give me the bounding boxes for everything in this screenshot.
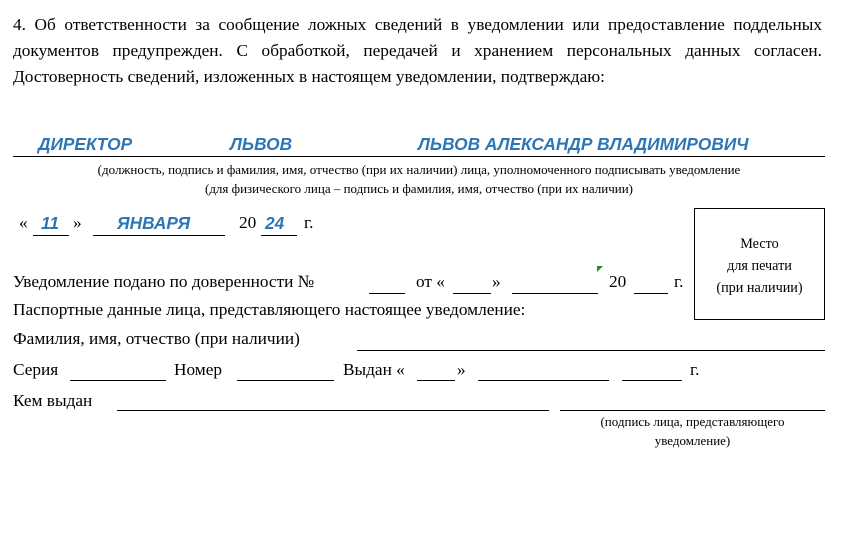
proxy-from: от « (416, 272, 445, 291)
date-year-line (261, 235, 297, 236)
paragraph-4: 4. Об ответственности за сообщение ложных сведений в уведомлении или предоставление поддельных документов предупрежден. С обработкой, передачей и хранением персональных данных согласен. Достоверность сведений, изложенных в настоящем уведомлении, подтверждаю: (13, 15, 822, 86)
number-label: Номер (174, 360, 223, 379)
issued-day-line (417, 380, 455, 381)
date-close-quote: » (73, 213, 82, 232)
date-open-quote: « (19, 213, 28, 232)
date-month: ЯНВАРЯ (117, 213, 191, 233)
issued-close-quote: » (457, 360, 466, 379)
cell-comment-mark (597, 266, 603, 272)
proxy-close-quote: » (492, 272, 501, 291)
proxy-label: Уведомление подано по доверенности № (13, 272, 315, 291)
number-line (237, 380, 334, 381)
date-year-suffix: 24 (265, 213, 285, 233)
signature-handwritten: ЛЬВОВ (230, 134, 293, 154)
proxy-year-prefix: 20 (609, 272, 627, 291)
representative-caption-line1: (подпись лица, представляющего (600, 414, 785, 429)
representative-caption-line2: уведомление) (654, 433, 731, 448)
date-year-prefix: 20 (239, 213, 257, 232)
passport-heading: Паспортные данные лица, представляющего настоящее уведомление: (13, 300, 526, 319)
stamp-placeholder (694, 208, 825, 320)
signature-caption-line1: (должность, подпись и фамилия, имя, отчество (при их наличии) лица, уполномоченного подписывать уведомление (97, 162, 741, 177)
date-month-line (93, 235, 225, 236)
proxy-year-unit: г. (674, 272, 684, 291)
issued-month-line (478, 380, 609, 381)
series-line (70, 380, 166, 381)
representative-signature-line (560, 410, 825, 411)
stamp-line2: для печати (727, 258, 792, 274)
issued-by-line (117, 410, 549, 411)
signature-caption-line2: (для физического лица – подпись и фамилия, имя, отчество (при их наличии) (204, 181, 633, 196)
signature-full-name: ЛЬВОВ АЛЕКСАНДР ВЛАДИМИРОВИЧ (418, 134, 749, 154)
date-day-line (33, 235, 69, 236)
proxy-day-line (453, 293, 491, 294)
fio-label: Фамилия, имя, отчество (при наличии) (13, 329, 300, 348)
date-year-unit: г. (304, 213, 314, 232)
signature-position: ДИРЕКТОР (38, 134, 133, 154)
fio-line (357, 350, 825, 351)
issued-year-line (622, 380, 682, 381)
issued-year-unit: г. (690, 360, 700, 379)
stamp-line3: (при наличии) (716, 280, 803, 296)
signature-line (13, 156, 825, 157)
date-day: 11 (41, 213, 59, 233)
proxy-number-line (369, 293, 405, 294)
proxy-year-line (634, 293, 668, 294)
stamp-line1: Место (740, 236, 779, 252)
issued-label: Выдан « (343, 360, 405, 379)
issued-by-label: Кем выдан (13, 391, 93, 410)
series-label: Серия (13, 360, 59, 379)
proxy-month-line (512, 293, 598, 294)
